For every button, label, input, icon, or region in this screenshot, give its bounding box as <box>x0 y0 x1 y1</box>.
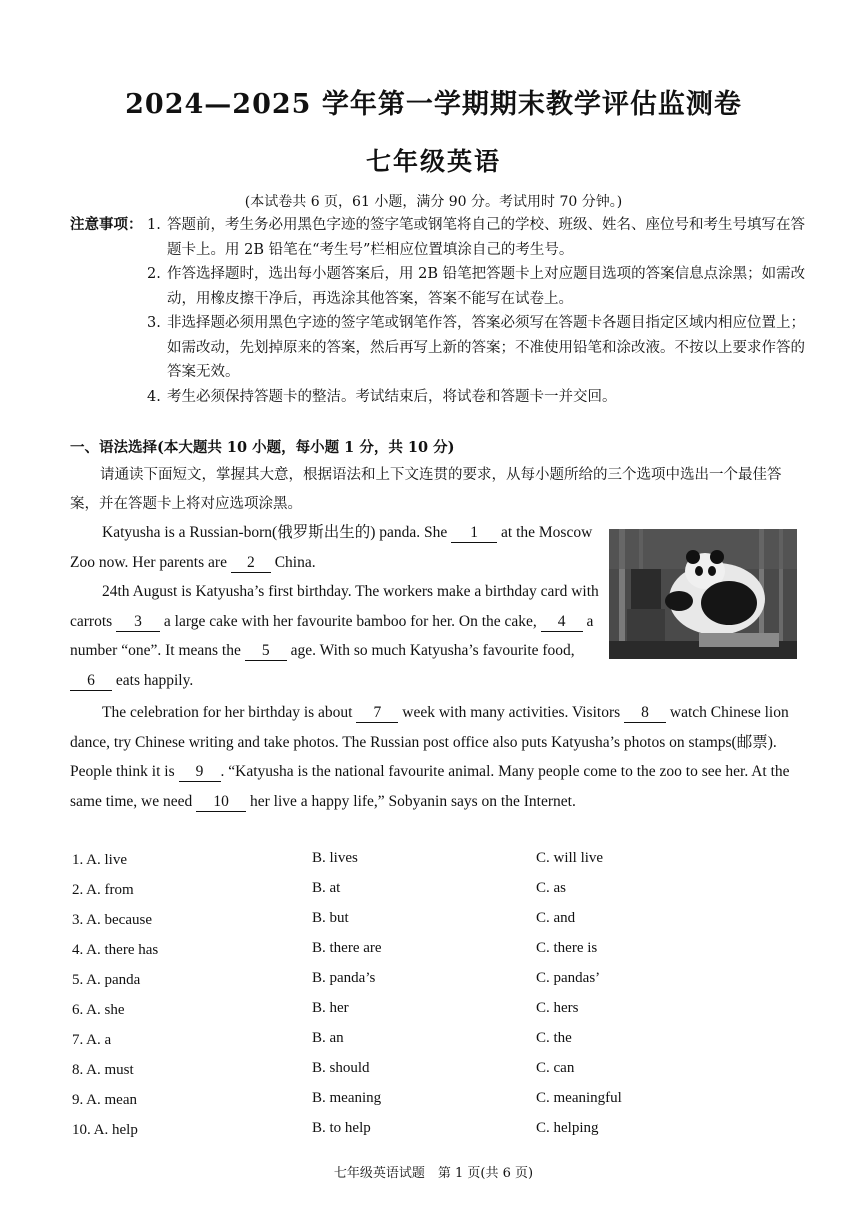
passage-text: age. With so much Katyusha’s favourite food, <box>286 642 575 659</box>
passage-text: China. <box>270 553 316 571</box>
option-c: C. meaningful <box>536 1090 622 1106</box>
option-c: C. can <box>536 1060 575 1076</box>
note-text: 答题前，考生务必用黑色字迹的签字笔或钢笔将自己的学校、班级、姓名、座位号和考生号填写在答题卡上。用 2B 铅笔在“考生号”栏相应位置填涂自己的考生号。 <box>167 217 805 258</box>
passage-text: Katyusha is a Russian-born(俄罗斯出生的) panda. She <box>102 524 452 541</box>
blank-7: 7 <box>356 704 398 723</box>
passage-text: a large cake with her favourite bamboo for her. On the cake, <box>160 612 541 630</box>
passage-text: her live a happy life,” Sobyanin says on the Internet. <box>246 792 576 810</box>
note-item <box>147 262 807 311</box>
option-a: 9. A. mean <box>72 1092 137 1108</box>
exam-info: (本试卷共 6 页，61 小题，满分 90 分。考试用时 70 分钟。) <box>244 194 623 210</box>
passage-text: watch Chinese lion dance, try Chinese writing and take photos. The Russian post office also puts Katyusha’s photos on stamps(邮票). People think it is <box>70 704 789 780</box>
note-text: 作答选择题时，选出每小题答案后，用 2B 铅笔把答题卡上对应题目选项的答案信息点涂黑；如需改动，用橡皮擦干净后，再选涂其他答案，答案不能写在试卷上。 <box>167 266 806 307</box>
note-number: 3. <box>147 315 161 331</box>
passage-text: a number “one”. It means the <box>70 612 594 659</box>
option-a: 2. A. from <box>72 882 134 898</box>
option-row <box>72 1118 802 1148</box>
option-a: 4. A. there has <box>72 942 159 958</box>
passage-text: at the Moscow Zoo now. Her parents are <box>70 524 593 571</box>
option-b: B. an <box>312 1030 344 1046</box>
option-c: C. hers <box>536 1000 579 1016</box>
option-b: B. lives <box>312 850 358 866</box>
note-item <box>147 213 807 262</box>
option-a: 8. A. must <box>72 1062 134 1078</box>
note-number: 4. <box>147 388 161 405</box>
option-row <box>72 938 802 968</box>
option-row <box>72 1028 802 1058</box>
notes-list <box>147 213 807 409</box>
panda-photo <box>609 529 797 659</box>
blank-3: 3 <box>116 613 160 632</box>
note-text: 非选择题必须用黑色字迹的签字笔或钢笔作答，答案必须写在答题卡各题目指定区域内相应位置上；如需改动，先划掉原来的答案，然后再写上新的答案；不准使用铅笔和涂改液。不按以上要求作答的答案无效。 <box>167 315 805 380</box>
option-c: C. pandas’ <box>536 970 601 986</box>
passage-paragraph-2 <box>70 577 604 695</box>
blank-10: 10 <box>196 793 246 812</box>
blank-4: 4 <box>541 613 583 632</box>
passage-text: The celebration for her birthday is about <box>102 704 357 721</box>
passage-paragraph-3 <box>70 698 800 816</box>
passage-paragraph-1 <box>70 518 600 577</box>
option-c: C. there is <box>536 940 598 956</box>
blank-6: 6 <box>70 672 112 691</box>
option-a: 7. A. a <box>72 1032 112 1048</box>
blank-1: 1 <box>451 524 497 543</box>
note-item <box>147 311 807 385</box>
option-c: C. and <box>536 910 576 926</box>
exam-title: 2024—2025 学年第一学期期末教学评估监测卷 <box>125 89 742 120</box>
passage-text: week with many activities. Visitors <box>398 704 625 721</box>
blank-8: 8 <box>624 704 666 723</box>
option-a: 5. A. panda <box>72 972 141 988</box>
passage-text: 24th August is Katyusha’s first birthday. The workers make a birthday card with carrots <box>70 583 599 630</box>
option-a: 1. A. live <box>72 852 127 868</box>
note-number: 2. <box>147 266 161 282</box>
option-row <box>72 908 802 938</box>
option-a: 6. A. she <box>72 1002 125 1018</box>
passage-text: eats happily. <box>112 671 194 689</box>
page-footer: 七年级英语试题 第 1 页(共 6 页) <box>333 1166 534 1181</box>
option-c: C. helping <box>536 1120 599 1136</box>
option-row <box>72 1088 802 1118</box>
option-b: B. there are <box>312 940 382 956</box>
blank-9: 9 <box>179 763 221 782</box>
option-b: B. her <box>312 1000 349 1016</box>
option-c: C. as <box>536 880 566 896</box>
option-row <box>72 968 802 998</box>
blank-5: 5 <box>245 642 287 661</box>
option-c: C. the <box>536 1030 572 1046</box>
option-row <box>72 998 802 1028</box>
note-text: 考生必须保持答题卡的整洁。考试结束后，将试卷和答题卡一并交回。 <box>167 388 617 405</box>
option-row <box>72 848 802 878</box>
blank-2: 2 <box>231 554 271 573</box>
option-b: B. panda’s <box>312 970 376 986</box>
note-number: 1. <box>147 217 161 233</box>
option-b: B. but <box>312 910 349 926</box>
option-b: B. at <box>312 880 341 896</box>
passage-text: . “Katyusha is the national favourite animal. Many people come to the zoo to see her. At the same time, we need <box>70 763 790 810</box>
option-a: 3. A. because <box>72 912 152 928</box>
option-row <box>72 1058 802 1088</box>
note-item <box>147 385 807 410</box>
option-b: B. to help <box>312 1120 371 1136</box>
exam-subtitle: 七年级英语 <box>365 147 501 176</box>
panda-photo-image <box>609 529 797 659</box>
option-a: 10. A. help <box>72 1122 138 1138</box>
option-row <box>72 878 802 908</box>
option-b: B. should <box>312 1060 370 1076</box>
section-instruction: 请通读下面短文，掌握其大意，根据语法和上下文连贯的要求，从每小题所给的三个选项中选出一个最佳答案，并在答题卡上将对应选项涂黑。 <box>70 467 782 512</box>
answer-options <box>72 848 802 1148</box>
option-b: B. meaning <box>312 1090 382 1106</box>
option-c: C. will live <box>536 850 604 866</box>
section-title: 一、语法选择(本大题共 10 小题，每小题 1 分，共 10 分) <box>70 439 455 456</box>
notes-label: 注意事项： <box>70 216 143 233</box>
